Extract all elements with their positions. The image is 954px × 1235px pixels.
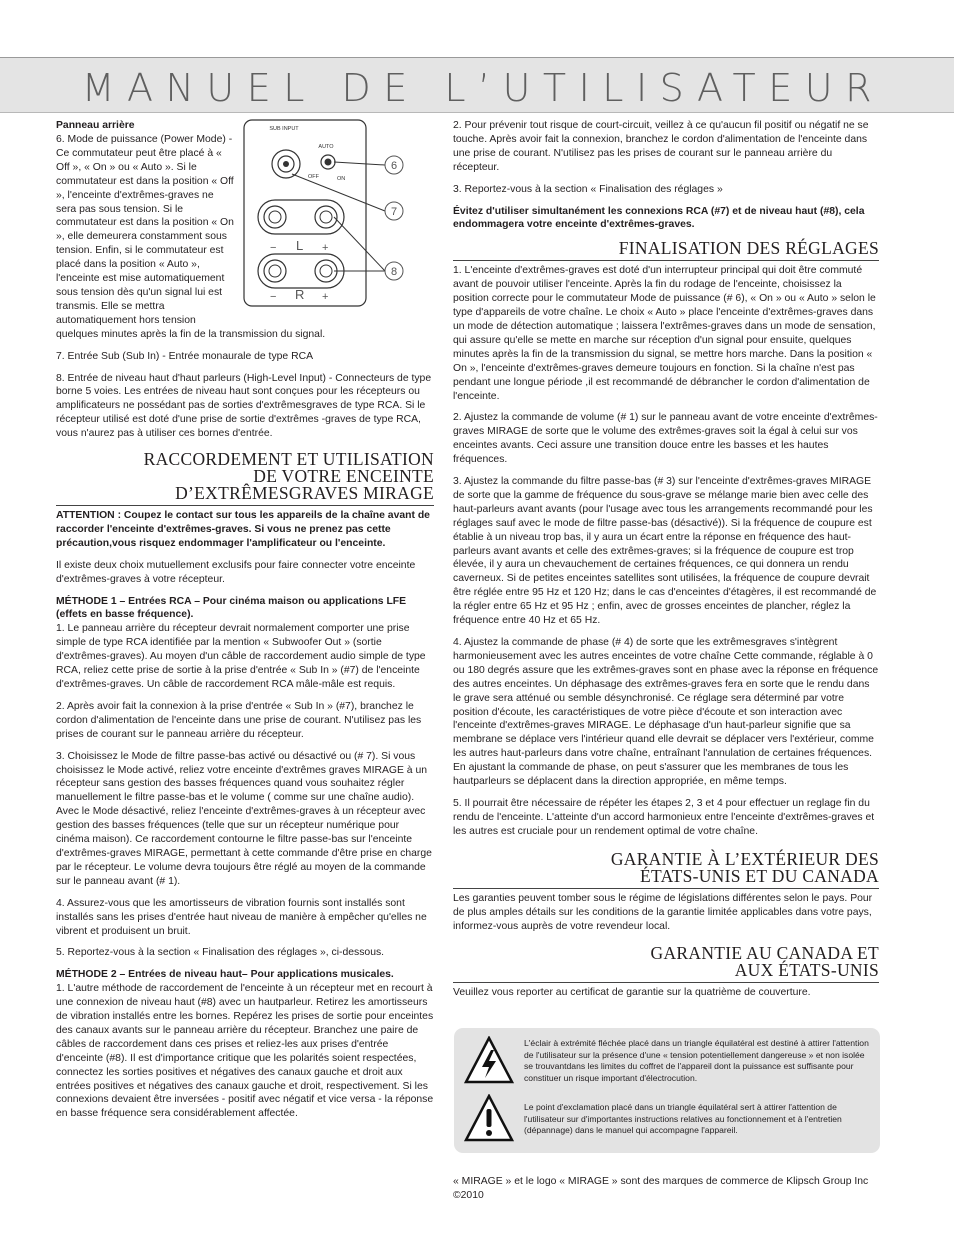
method1-step4: 4. Assurez-vous que les amortisseurs de vibration fournis sont installés sont installés sans les prises d'entrée haut niveau de manière à empêcher qu'elles ne vibrent et produisent un bruit.	[56, 897, 427, 937]
final-step3: 3. Ajustez la commande du filtre passe-bas (# 3) sur l'enceinte d'extrêmes-graves MIRAGE de sorte que la gamme de fréquence du sous-grave se mélange marie bien avec celle des haut-parleurs avant avants (pour l'usage avec tous les arrangements recommandé pour les réglages sauf avec le mode de filtre passe-bas (désactivé)). Si la fréquence de coupure est établie à un niveau trop bas, il y aura un écart entre la réponse en fréquence des haut-parleurs avant avants et celle des extrêmes-graves; si la fréquence de coupure est trop élevée, il y aura un chevauchement de certaines fréquences, ce qui donnera un rendu caverneux. Si de petites enceintes satellites sont utilisées, la fréquence de coupure devrait être réglée entre 95 Hz et 120 Hz; dans le cas d'enceintes d'étagères, il est recommandé de la régler entre 65 Hz et 95 Hz ; enfin, avec de grosses enceintes de plancher, réglez la fréquence entre 40 Hz et 65 Hz.	[453, 476, 877, 627]
final-step1: 1. L'enceinte d'extrêmes-graves est doté d'un interrupteur principal qui doit être commuté avant de pouvoir utiliser l'enceinte. Après la fin du rodage de l'enceinte, choisissez la position correcte pour le commutateur Mode de puissance (# 6), « On » ou « Auto » selon le type d'appareils de votre chaîne. Le choix « Auto » place l'enceinte d'extrêmes-graves dans un mode de détection automatique ; laissera l'extrêmes-graves dans un mode de sensation, qui assure qu'elle se mette en marche sur réception d'un signal pour ensuite, quelques minutes après la fin de la transmission du signal, se mettre hors marche. Dans la position « On », l'enceinte d'extrêmes-graves demeure toujours en fonction. Si la chaîne n'est pas pendant une longue période ,il est recommandé de débrancher le cordon d'alimentation de l'enceinte.	[453, 265, 876, 402]
sub-in-text: 7. Entrée Sub (Sub In) - Entrée monaurale de type RCA	[56, 350, 314, 362]
intro-text: Il existe deux choix mutuellement exclusifs pour faire connecter votre enceinte d'extrêmes-graves à votre récepteur.	[56, 559, 416, 585]
svg-text:6: 6	[390, 160, 398, 172]
method2-step2: 2. Pour prévenir tout risque de court-circuit, veillez à ce qu'aucun fil positif ou négatif ne se touche. Après avoir fait la connexion, branchez le cordon d'alimentation de l'enceinte dans une prise de courant. N'utilisez pas les prises de courant sur le panneau arrière du récepteur.	[453, 120, 869, 173]
method2-step3: 3. Reportez-vous à la section « Finalisation des réglages »	[453, 183, 723, 195]
method2-title: MÉTHODE 2 – Entrées de niveau haut– Pour applications musicales.	[56, 969, 394, 981]
auto-label: AUTO	[318, 144, 334, 150]
electric-shock-warning-text: L'éclair à extrémité fléchée placé dans un triangle équilatéral est destiné à attirer l'attention de l'utilisateur sur la présence d'une « tension potentiellement dangereuse » et non isolée se trouvantdans les limites du coffret de l'appareil dont la puissance est suffisante pour constituer un risque important d'électrocution.	[524, 1038, 869, 1083]
final-step2: 2. Ajustez la commande de volume (# 1) sur le panneau avant de votre enceinte d'extrêmes-graves MIRAGE de sorte que le volume des extrêmes-graves soit la égal à celui sur vos enceintes avants. Ceci assure une transition douce entre les basses et les hautes fréquences.	[453, 412, 878, 466]
method1-step3: 3. Choisissez le Mode de filtre passe-bas activé ou désactivé ou (# 7). Si vous choisissez le Mode activé, reliez votre enceinte d'extrêmes graves MIRAGE à un récepteur sans gestion des basses fréquences quand vous souhaitez régler manuellement le filtre passe-bas et le volume ( comme sur une chaîne audio). Avec le Mode désactivé, reliez l'enceinte d'extrêmes-graves à un récepteur avec gestion des basses fréquences (telle que sur un récepteur numérique pour cinéma maison). Ce raccordement contourne le filtre passe-bas sur l'enceinte d'extrêmes-graves MIRAGE, permettant à cette commande d'être prise en charge par le récepteur. Le volume devra toujours être réglé au moyen de la commande sur le panneau avant (# 1).	[56, 750, 432, 887]
final-step5: 5. Il pourrait être nécessaire de répéter les étapes 2, 3 et 4 pour effectuer un reglage fin du rendu de l'enceinte. L'atteinte d'un accord harmonieux entre l'enceinte d'extrêmes-graves et les autres est cruciale pour un rendement optimal de votre chaîne.	[453, 797, 875, 837]
high-level-text: 8. Entrée de niveau haut d'haut parleurs (High-Level Input) - Connecteurs de type borne 5 voies. Les entrées de niveau haut sont conçues pour les récepteurs ou amplificateurs ne possédant pas de sorties d'extrêmesgraves de type RCA. Si le récepteur utilisé est doté d'une prise de sortie d'extrêmes -graves de type RCA, vous n'aurez pas à utiliser ces bornes d'entrée.	[56, 372, 432, 440]
method1-step5: 5. Reportez-vous à la section « Finalisation des réglages », ci-dessous.	[56, 947, 385, 959]
final-step4: 4. Ajustez la commande de phase (# 4) de sorte que les extrêmesgraves s'intègrent harmonieusement avec les autres enceintes de votre chaîne Cette commande, réglable à 0 ou 180 degrés assure que les extrêmes-graves sont en phase avec la réponse en fréquence des autres enceintes. Un déphasage des extrêmes-graves fera en sorte que le rendu dans le grave sera atténué ou semble désynchronisé. Ce réglage sera déterminé par votre position d'écoute, les caractéristiques de votre pièce d'écoute et son interaction avec l'enceinte d'extrêmes-graves MIRAGE. Le déphasage d'un haut-parleur signifie que sa membrane se déplace vers l'intérieur quand elle devrait se déplacer vers l'extérieur, comme les autres haut-parleurs dans votre chaîne, entraînant l'annulation de certaines fréquences. En ajustant la commande de phase, on peut s'assurer que les membranes de tous les hautparleurs se déplacent dans la direction appropriée, en même temps.	[453, 637, 879, 788]
off-label: OFF	[308, 174, 319, 180]
right-column	[453, 119, 879, 1008]
on-label: ON	[337, 176, 346, 182]
attention-text: ATTENTION : Coupez le contact sur tous les appareils de la chaîne avant de raccorder l'enceinte d'extrêmes-graves. Si vous ne prenez pas cette précaution,vous risquez endommager l'amplificateur ou l'enceinte.	[56, 510, 430, 549]
method1-step1: 1. Le panneau arrière du récepteur devrait normalement comporter une prise simple de type RCA identifiée par la mention « Subwoofer Out » (sortie d'extrêmes-graves). Au moyen d'un câble de raccordement audio simple de type RCA, reliez cette prise de sortie à la prise d'entrée « Sub In » (#7) de l'enceinte d'extrêmes-graves. Un câble de raccordement RCA mâle-mâle est requis.	[56, 623, 426, 690]
method1-title: MÉTHODE 1 – Entrées RCA – Pour cinéma maison ou applications LFE (effets en basse fréquence).	[56, 595, 407, 621]
section-heading-warranty-intl: GARANTIE À L’EXTÉRIEUR DES ÉTATS-UNIS ET DU CANADA	[453, 851, 879, 889]
trademark-footer: « MIRAGE » et le logo « MIRAGE » sont des marques de commerce de Klipsch Group Inc ©2010	[453, 1176, 869, 1201]
rear-panel-heading: Panneau arrière	[56, 120, 135, 131]
svg-text:−: −	[270, 242, 277, 254]
method2-step1: 1. L'autre méthode de raccordement de l'enceinte à un récepteur met en recourt à une connexion de niveau haut (#8) avec un hautparleur. Retirez les amortisseurs de vibration installés entre les bornes. Repérez les prises de sortie pour enceintes des canaux avants sur le panneau arrière du récepteur. Branchez une paire de câbles de raccordement dans ces prises et reliez-les aux prises d'entrée d'enceinte (#8). Il est d'importance critique que les polarités soient respectées, connectez les sorties positives et négatives des canaux gauche et droit aux entrées positives et négatives des canaux gauche et droit, respectivement. Si les connexions devaient être inversées - positif avec négatif et vice versa - la réponse en basse fréquence sera considérablement affectée.	[56, 983, 434, 1120]
section-heading-warranty-na: GARANTIE AU CANADA ET AUX ÉTATS-UNIS	[453, 945, 879, 983]
lightning-warning-icon	[464, 1036, 514, 1086]
svg-text:+: +	[322, 291, 329, 303]
left-column-top	[56, 119, 232, 133]
warranty-na-text: Veuillez vous reporter au certificat de garantie sur la quatrième de couverture.	[453, 987, 811, 999]
r-channel-label: R	[295, 287, 305, 302]
avoid-warning: Évitez d'utiliser simultanément les connexions RCA (#7) et de niveau haut (#8), cela endommagera votre enceinte d'extrêmes-graves.	[453, 205, 865, 231]
left-column	[56, 133, 434, 1129]
safety-warning-box	[454, 1028, 880, 1153]
svg-text:8: 8	[390, 266, 398, 278]
svg-text:−: −	[270, 291, 277, 303]
sub-input-label: SUB INPUT	[269, 126, 299, 132]
section-heading-finalisation: FINALISATION DES RÉGLAGES	[453, 240, 879, 261]
svg-text:+: +	[322, 242, 329, 254]
method1-step2: 2. Après avoir fait la connexion à la prise d'entrée « Sub In » (#7), branchez le cordon d'alimentation de l'enceinte dans une prise de courant. N'utilisez pas les prises de courant sur le panneau arrière du récepteur.	[56, 700, 422, 740]
section-heading-connection: RACCORDEMENT ET UTILISATION DE VOTRE ENCEINTE D’EXTRÊMESGRAVES MIRAGE	[56, 451, 434, 506]
warranty-intl-text: Les garanties peuvent tomber sous le régime de législations différentes selon le pays. Pour de plus amples détails sur les conditions de la garantie limitée applicables dans votre pays, informez-vous auprès de votre revendeur local.	[453, 892, 873, 932]
exclamation-warning-icon	[464, 1094, 514, 1144]
title-banner	[0, 57, 954, 113]
power-mode-text: 6. Mode de puissance (Power Mode) - Ce commutateur peut être placé à « Off », « On » ou « Auto ». Si le commutateur est dans la position « Off », l'enceinte d'extrêmes-graves ne sera pas sous tension. Si le commutateur est dans la position « On », elle demeurera constamment sous tension. Enfin, si le commutateur est placé dans la position « Auto », l'enceinte est mise automatiquement sous tension dès qu'un signal lui est transmis. Elle se mettra automatiquement hors tension quelques minutes après la fin de la transmission du signal.	[56, 134, 326, 340]
l-channel-label: L	[296, 238, 304, 253]
instructions-warning-text: Le point d'exclamation placé dans un triangle équilatéral sert à attirer l'attention de l'utilisateur sur d'importantes instructions relatives au fonctionnement et à l'entretien (dépannage) dans le manuel qui accompagne l'appareil.	[524, 1102, 842, 1135]
svg-text:7: 7	[390, 206, 398, 218]
page-title: MANUEL DE L’UTILISATEUR	[81, 66, 884, 110]
